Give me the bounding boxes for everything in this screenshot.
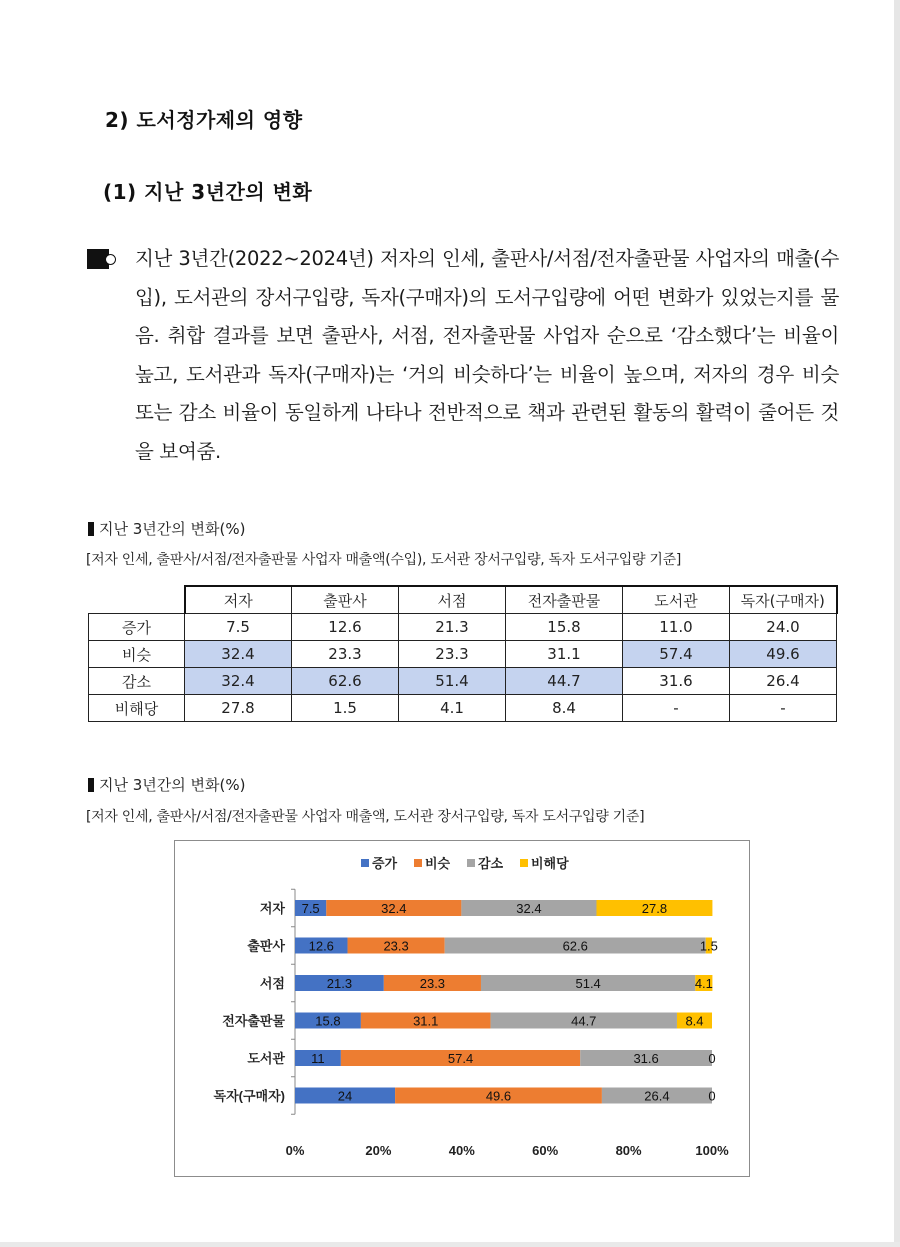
table-cell-highlighted: 51.4: [399, 668, 506, 695]
data-label: 0: [708, 1051, 716, 1066]
data-label: 31.6: [633, 1051, 659, 1066]
table-row: [89, 641, 837, 668]
stacked-bar-chart: [174, 840, 750, 1177]
data-label: 44.7: [571, 1013, 597, 1029]
data-label: 15.8: [315, 1013, 341, 1029]
data-label: 26.4: [644, 1088, 670, 1104]
table-cell: 1.5: [292, 695, 399, 722]
data-label: 31.1: [413, 1013, 439, 1029]
table-cell: 8.4: [506, 695, 623, 722]
data-label: 23.3: [419, 976, 446, 991]
x-tick-label: 40%: [448, 1143, 475, 1158]
legend-swatch: [414, 859, 422, 867]
column-header: 도서관: [623, 586, 730, 614]
page-edge-bottom: [0, 1242, 900, 1247]
x-tick-label: 60%: [532, 1143, 559, 1158]
table-cell-highlighted: 62.6: [292, 668, 399, 695]
table-corner: [89, 586, 185, 614]
column-header: 저자: [185, 586, 292, 614]
table-cell: 24.0: [730, 614, 837, 641]
category-label: 저자: [259, 901, 285, 916]
table-note: [저자 인세, 출판사/서점/전자출판물 사업자 매출액(수입), 도서관 장서구입량, 독자 도서구입량 기준]: [86, 552, 682, 568]
row-label: 감소: [89, 668, 185, 695]
legend-label: 비슷: [425, 856, 451, 871]
chart-caption: 지난 3년간의 변화(%): [88, 774, 245, 795]
table-cell: 27.8: [185, 695, 292, 722]
data-label: 51.4: [575, 976, 601, 991]
table-caption: 지난 3년간의 변화(%): [88, 518, 245, 539]
change-table: [88, 585, 838, 722]
legend-swatch: [467, 859, 475, 867]
data-label: 0: [708, 1088, 716, 1104]
column-header: 전자출판물: [506, 586, 623, 614]
category-label: 서점: [259, 976, 285, 991]
chart-note: [저자 인세, 출판사/서점/전자출판물 사업자 매출액, 도서관 장서구입량, 독자 도서구입량 기준]: [86, 809, 645, 825]
column-header: 출판사: [292, 586, 399, 614]
x-tick-label: 80%: [615, 1143, 642, 1158]
data-label: 8.4: [685, 1013, 704, 1029]
table-cell: -: [730, 695, 837, 722]
x-tick-label: 20%: [365, 1143, 392, 1158]
table-cell: 23.3: [292, 641, 399, 668]
table-row: [89, 695, 837, 722]
body-paragraph: 지난 3년간(2022~2024년) 저자의 인세, 출판사/서점/전자출판물 사업자의 매출(수입), 도서관의 장서구입량, 독자(구매자)의 도서구입량에 어떤 변화가 있었는지를 물음. 취합 결과를 보면 출판사, 서점, 전자출판물 사업자 순으로 ‘감소했다’는 비율이 높고, 도서관과 독자(구매자)는 ‘거의 비슷하다’는 비율이 높으며, 저자의 경우 비슷 또는 감소 비율이 동일하게 나타나 전반적으로 책과 관련된 활동의 활력이 줄어든 것을 보여줌.: [135, 247, 839, 463]
table-cell-highlighted: 32.4: [185, 641, 292, 668]
chart-canvas: [175, 841, 749, 1176]
row-label: 비슷: [89, 641, 185, 668]
data-label: 32.4: [516, 901, 542, 916]
table-cell: 11.0: [623, 614, 730, 641]
legend-label: 비해당: [531, 856, 569, 871]
section-heading: 2) 도서정가제의 영향: [105, 108, 303, 132]
row-label: 비해당: [89, 695, 185, 722]
data-label: 27.8: [641, 901, 668, 916]
table-cell-highlighted: 32.4: [185, 668, 292, 695]
caption-square-icon: [88, 778, 94, 792]
data-label: 24: [337, 1088, 353, 1104]
data-label: 1.5: [699, 938, 718, 954]
table-cell: 21.3: [399, 614, 506, 641]
data-label: 23.3: [383, 938, 409, 954]
table-cell: 23.3: [399, 641, 506, 668]
table-row: [89, 668, 837, 695]
category-label: 출판사: [247, 938, 285, 954]
legend-swatch: [520, 859, 528, 867]
category-label: 독자(구매자): [213, 1088, 285, 1104]
page-edge: [894, 0, 900, 1247]
table-cell: 15.8: [506, 614, 623, 641]
data-label: 32.4: [381, 901, 407, 916]
data-label: 11: [311, 1051, 325, 1066]
x-tick-label: 0%: [285, 1143, 305, 1158]
data-label: 62.6: [562, 938, 588, 954]
table-cell-highlighted: 57.4: [623, 641, 730, 668]
subsection-heading: (1) 지난 3년간의 변화: [103, 180, 313, 204]
legend-label: 감소: [478, 856, 504, 871]
table-cell: 26.4: [730, 668, 837, 695]
data-label: 4.1: [694, 976, 713, 991]
data-label: 21.3: [326, 976, 353, 991]
column-header: 서점: [399, 586, 506, 614]
table-cell: 31.1: [506, 641, 623, 668]
table-cell: 31.6: [623, 668, 730, 695]
row-label: 증가: [89, 614, 185, 641]
table-cell-highlighted: 44.7: [506, 668, 623, 695]
data-label: 12.6: [308, 938, 334, 954]
column-header: 독자(구매자): [730, 586, 837, 614]
category-label: 도서관: [247, 1051, 285, 1066]
data-label: 57.4: [447, 1051, 474, 1066]
table-row: [89, 614, 837, 641]
table-cell: -: [623, 695, 730, 722]
table-cell: 7.5: [185, 614, 292, 641]
data-label: 7.5: [301, 901, 320, 916]
table-cell-highlighted: 49.6: [730, 641, 837, 668]
bullet-circle-icon: [105, 254, 116, 265]
table-cell: 12.6: [292, 614, 399, 641]
legend-label: 증가: [372, 856, 398, 871]
category-label: 전자출판물: [222, 1013, 285, 1029]
legend-swatch: [361, 859, 369, 867]
x-tick-label: 100%: [695, 1143, 729, 1158]
caption-square-icon: [88, 522, 94, 536]
table-header-row: [89, 586, 837, 614]
table-cell: 4.1: [399, 695, 506, 722]
data-label: 49.6: [485, 1088, 512, 1104]
